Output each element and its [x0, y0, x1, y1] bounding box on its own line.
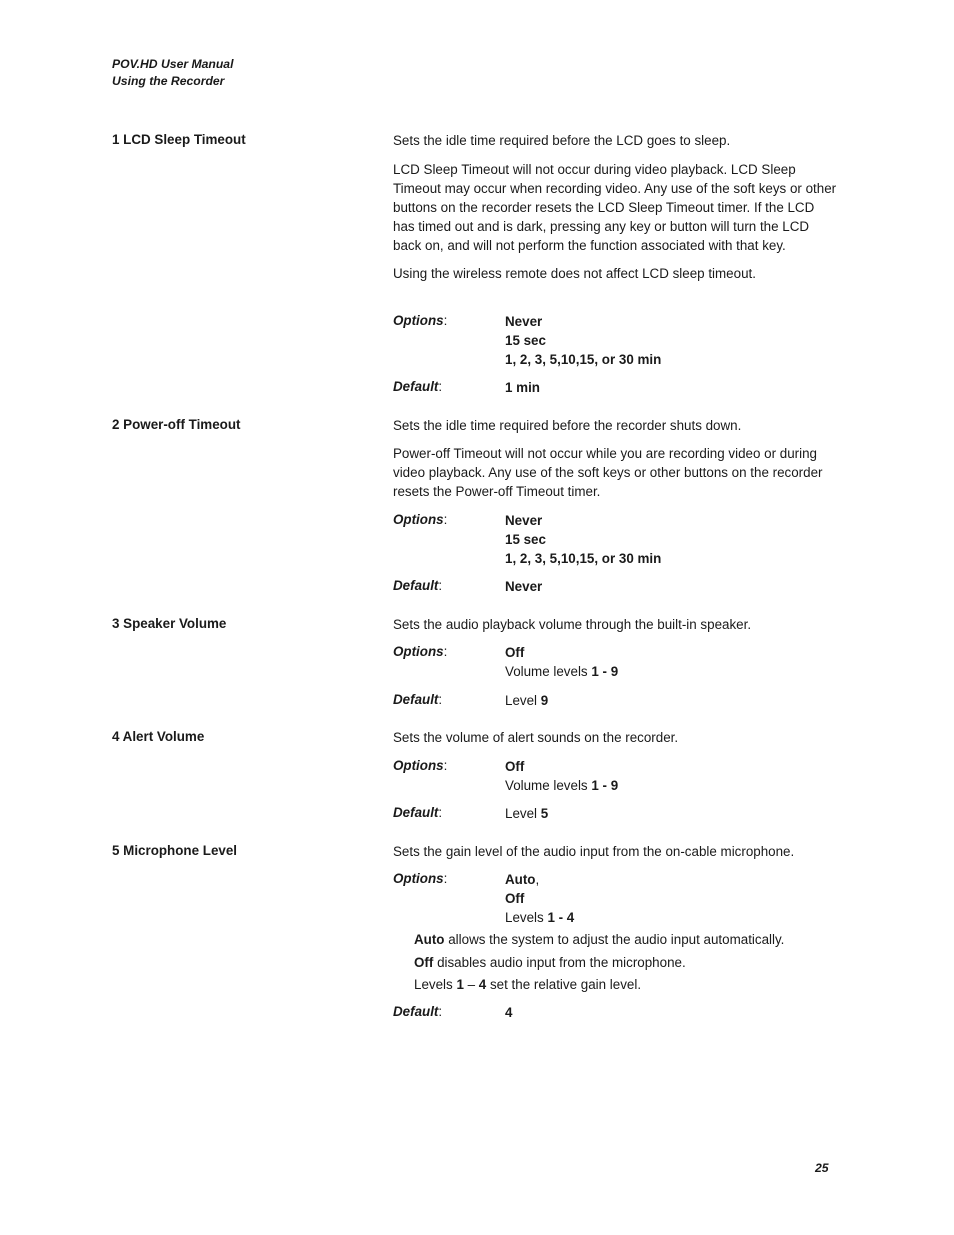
option-value: Off: [505, 645, 525, 660]
section-title-lcd-sleep: 1 LCD Sleep Timeout: [112, 132, 246, 147]
options-label: Options:: [393, 871, 448, 886]
option-value: Never: [505, 513, 543, 528]
section-lcd-sleep-body: [393, 131, 839, 283]
default-label: Default:: [393, 578, 443, 593]
paragraph: LCD Sleep Timeout will not occur during video playback. LCD Sleep Timeout may occur when recording video. Any use of the soft keys or other buttons on the recorder resets the LCD Sleep Timeout timer. If the LCD has timed out and is dark, pressing any key or button will turn the LCD back on, and will not perform the function associated with that key.: [393, 162, 837, 253]
option-note-levels: Levels 1 – 4 set the relative gain level.: [414, 977, 642, 992]
paragraph: Sets the audio playback volume through the built-in speaker.: [393, 617, 752, 632]
options-values: [505, 312, 661, 369]
header-subtitle: Using the Recorder: [112, 74, 225, 88]
option-note-auto: Auto allows the system to adjust the audio input automatically.: [414, 932, 785, 947]
option-note-off: Off disables audio input from the microphone.: [414, 955, 686, 970]
default-value: Level 5: [505, 806, 549, 821]
default-label: Default:: [393, 692, 443, 707]
option-value: 15 sec: [505, 333, 546, 348]
default-label: Default:: [393, 805, 443, 820]
options-label: Options:: [393, 644, 448, 659]
option-value: Never: [505, 314, 543, 329]
options-label: Options:: [393, 758, 448, 773]
option-value: 1, 2, 3, 5,10,15, or 30 min: [505, 551, 662, 566]
default-label: Default:: [393, 1004, 443, 1019]
paragraph: Sets the volume of alert sounds on the recorder.: [393, 730, 679, 745]
option-value: Auto,: [505, 872, 540, 887]
options-values: [505, 643, 618, 681]
section-microphone-level-body: [393, 842, 839, 861]
paragraph: Sets the gain level of the audio input from the on-cable microphone.: [393, 844, 795, 859]
section-title-alert-volume: 4 Alert Volume: [112, 729, 205, 744]
paragraph: Power-off Timeout will not occur while you are recording video or during video playback. Any use of the soft keys or other buttons on the recorder resets the Power-off Timeout timer.: [393, 446, 823, 499]
option-value: Volume levels 1 - 9: [505, 664, 619, 679]
default-label: Default:: [393, 379, 443, 394]
header-title: POV.HD User Manual: [112, 57, 234, 71]
option-value: 15 sec: [505, 532, 546, 547]
option-value: 1, 2, 3, 5,10,15, or 30 min: [505, 352, 662, 367]
page-number: 25: [815, 1161, 829, 1175]
section-alert-volume-body: [393, 728, 839, 747]
default-value: 1 min: [505, 380, 540, 395]
paragraph: Sets the idle time required before the LCD goes to sleep.: [393, 133, 731, 148]
default-value: Never: [505, 579, 543, 594]
option-value: Off: [505, 759, 525, 774]
option-value: Volume levels 1 - 9: [505, 778, 619, 793]
options-label: Options:: [393, 512, 448, 527]
section-title-power-off: 2 Power-off Timeout: [112, 417, 241, 432]
options-label: Options:: [393, 313, 448, 328]
paragraph: Sets the idle time required before the recorder shuts down.: [393, 418, 742, 433]
section-title-speaker-volume: 3 Speaker Volume: [112, 616, 227, 631]
default-value: Level 9: [505, 693, 549, 708]
paragraph: Using the wireless remote does not affect LCD sleep timeout.: [393, 266, 756, 281]
options-values: [505, 511, 661, 568]
option-value: Levels 1 - 4: [505, 910, 575, 925]
section-speaker-volume-body: [393, 615, 839, 634]
section-power-off-body: [393, 416, 839, 501]
options-values: [505, 757, 618, 795]
option-value: Off: [505, 891, 525, 906]
default-value: 4: [505, 1005, 513, 1020]
section-title-microphone-level: 5 Microphone Level: [112, 843, 238, 858]
options-values: [505, 870, 574, 927]
